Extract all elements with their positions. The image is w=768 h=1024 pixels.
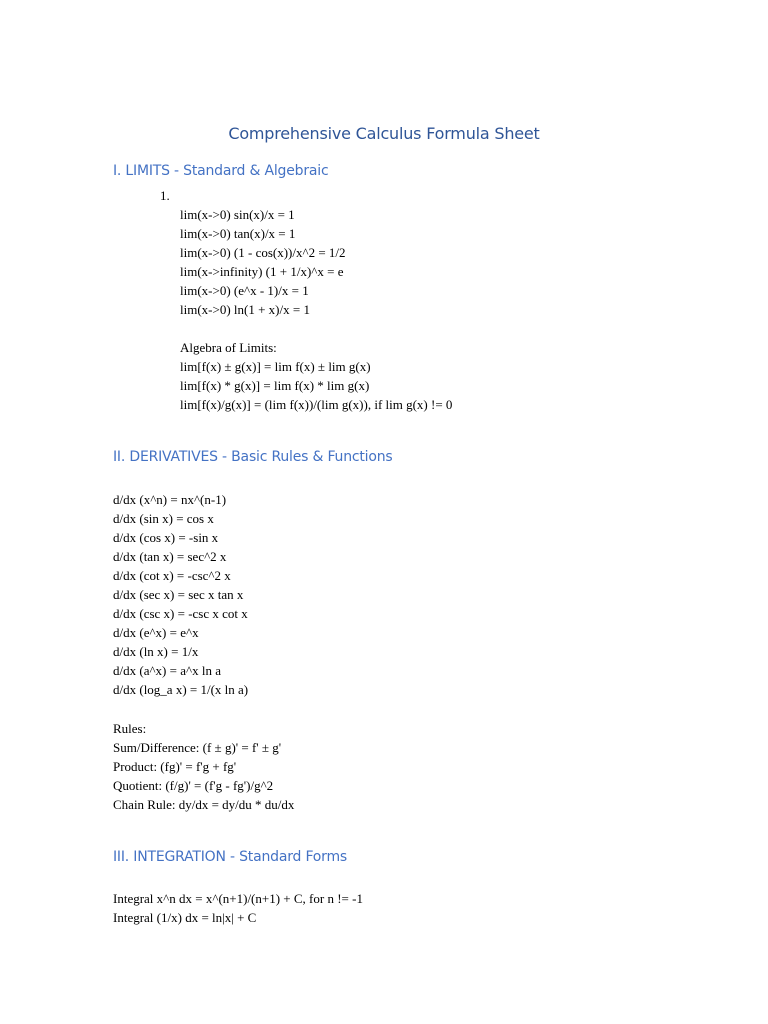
derivative-formula: d/dx (cos x) = -sin x <box>113 530 219 545</box>
algebra-formula: lim[f(x) ± g(x)] = lim f(x) ± lim g(x) <box>180 359 371 374</box>
derivative-rule: Chain Rule: dy/dx = dy/du * du/dx <box>113 797 295 812</box>
derivative-formula: d/dx (log_a x) = 1/(x ln a) <box>113 682 249 697</box>
limit-formula: lim(x->0) ln(1 + x)/x = 1 <box>180 302 310 317</box>
derivative-formula: d/dx (sec x) = sec x tan x <box>113 587 244 602</box>
rules-label: Rules: <box>113 721 147 736</box>
derivative-formula: d/dx (e^x) = e^x <box>113 625 199 640</box>
limit-formula: lim(x->0) sin(x)/x = 1 <box>180 207 295 222</box>
derivative-rule: Quotient: (f/g)' = (f'g - fg')/g^2 <box>113 778 274 793</box>
section-heading-integration: III. INTEGRATION - Standard Forms <box>113 849 348 865</box>
limit-formula: lim(x->0) (e^x - 1)/x = 1 <box>180 283 309 298</box>
integral-formula: Integral x^n dx = x^(n+1)/(n+1) + C, for n != -1 <box>113 891 363 906</box>
limit-formula: lim(x->0) (1 - cos(x))/x^2 = 1/2 <box>180 245 346 260</box>
page-title: Comprehensive Calculus Formula Sheet <box>228 124 540 143</box>
algebra-of-limits-label: Algebra of Limits: <box>180 340 277 355</box>
derivative-rule: Product: (fg)' = f'g + fg' <box>113 759 237 774</box>
section-heading-limits: I. LIMITS - Standard & Algebraic <box>113 163 329 179</box>
integral-formula: Integral (1/x) dx = ln|x| + C <box>113 910 257 925</box>
derivative-formula: d/dx (ln x) = 1/x <box>113 644 199 659</box>
algebra-formula: lim[f(x) * g(x)] = lim f(x) * lim g(x) <box>180 378 370 393</box>
derivative-formula: d/dx (cot x) = -csc^2 x <box>113 568 231 583</box>
derivative-formula: d/dx (a^x) = a^x ln a <box>113 663 221 678</box>
limit-formula: lim(x->infinity) (1 + 1/x)^x = e <box>180 264 344 279</box>
algebra-formula: lim[f(x)/g(x)] = (lim f(x))/(lim g(x)), if lim g(x) != 0 <box>180 397 453 412</box>
derivative-formula: d/dx (csc x) = -csc x cot x <box>113 606 248 621</box>
derivative-formula: d/dx (x^n) = nx^(n-1) <box>113 492 227 507</box>
limit-formula: lim(x->0) tan(x)/x = 1 <box>180 226 296 241</box>
section-heading-derivatives: II. DERIVATIVES - Basic Rules & Functions <box>113 449 393 465</box>
derivative-formula: d/dx (sin x) = cos x <box>113 511 214 526</box>
derivative-rule: Sum/Difference: (f ± g)' = f' ± g' <box>113 740 282 755</box>
list-number: 1. <box>160 188 170 203</box>
derivative-formula: d/dx (tan x) = sec^2 x <box>113 549 227 564</box>
